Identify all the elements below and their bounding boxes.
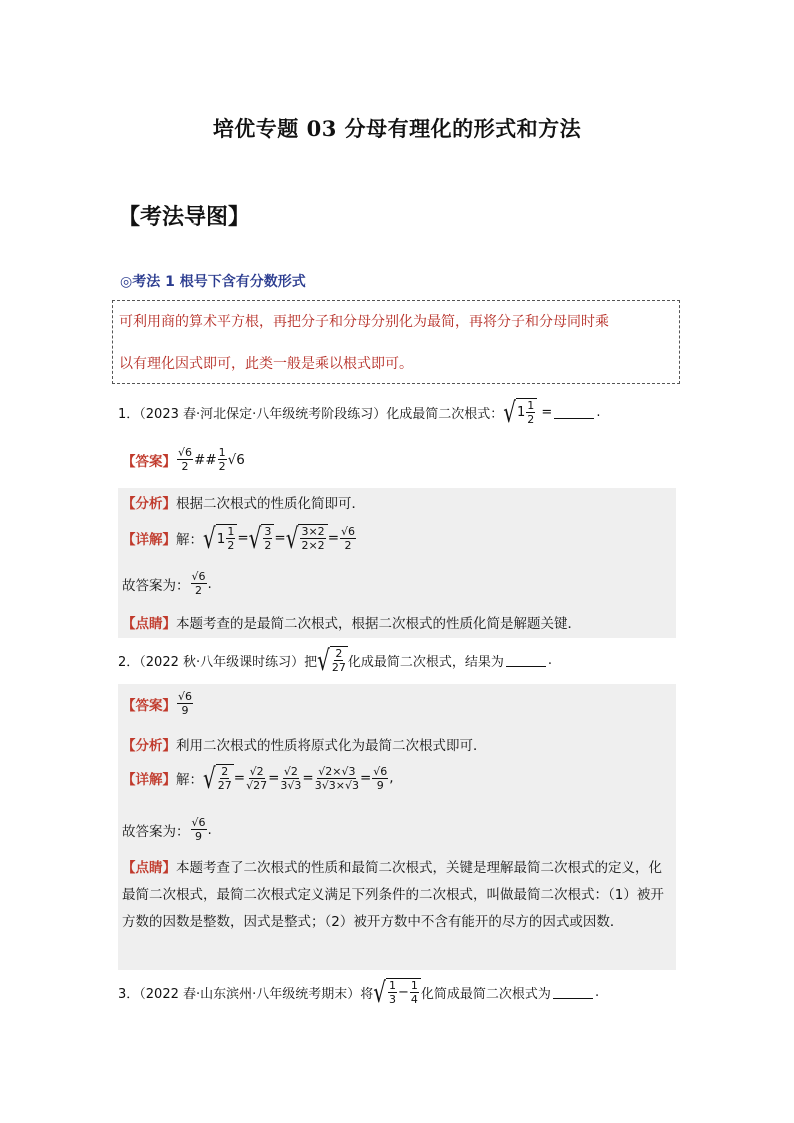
detail-prefix: 解： bbox=[176, 532, 203, 548]
therefore-text: 故答案为： bbox=[122, 823, 190, 840]
q2-detail: 【详解】 解： √ $\frac{2}{27}$ = $\frac{√2}{√27}$ = $\frac{√2}{3√3}$ = $\frac{√2\times√3}{3√3\times√3}$ = $\frac{√6}{9}$ , bbox=[122, 761, 394, 795]
question-2-stem-b: 化成最简二次根式，结果为 bbox=[347, 654, 504, 670]
tip-line-1: 可利用商的算术平方根，再把分子和分母分别化为最简，再将分子和分母同时乘 bbox=[119, 314, 609, 330]
q1-comment bbox=[122, 612, 581, 632]
detail-prefix: 解： bbox=[176, 772, 203, 788]
question-1-stem: 1．（2023 春·河北保定·八年级统考阶段练习）化成最简二次根式： bbox=[118, 406, 504, 422]
q2-therefore: 故答案为： $\frac{√6}{9}$ . bbox=[122, 816, 212, 843]
q1-detail: 【详解】 解： √ 1 $\frac{1}{2}$ = √ $\frac{3}{2}$ = √ $\frac{3\times 2}{2\times 2}$ = $\frac{√6}{2}$ bbox=[122, 521, 356, 555]
answer-tag: 【答案】 bbox=[122, 697, 176, 714]
question-3-stem-b: 化简成最简二次根式为 bbox=[420, 986, 551, 1002]
detail-tag: 【详解】 bbox=[122, 532, 176, 548]
answer-formula: $\frac{√6}{2}$ bbox=[178, 446, 193, 473]
therefore-text: 故答案为： bbox=[122, 577, 190, 594]
method-heading bbox=[120, 271, 306, 291]
question-3-stem-a: 3．（2022 春·山东滨州·八年级统考期末）将 bbox=[118, 986, 374, 1002]
question-2: 2．（2022 秋·八年级课时练习）把 √ $\frac{2}{27}$ 化成最简二次根式，结果为 . bbox=[118, 643, 553, 677]
q1-therefore: 故答案为： $\frac{√6}{2}$ . bbox=[122, 570, 212, 597]
analysis-text: 利用二次根式的性质将原式化为最简二次根式即可． bbox=[176, 738, 487, 754]
comment-tag: 【点睛】 bbox=[122, 860, 176, 876]
question-3: 3．（2022 春·山东滨州·八年级统考期末）将 √ $\frac{1}{3}$ − $\frac{1}{4}$ 化简成最简二次根式为 . bbox=[118, 975, 600, 1009]
analysis-tag: 【分析】 bbox=[122, 738, 176, 754]
section-heading: 【考法导图】 bbox=[118, 204, 251, 230]
comment-tag: 【点睛】 bbox=[122, 616, 176, 632]
question-2-stem-a: 2．（2022 秋·八年级课时练习）把 bbox=[118, 654, 318, 670]
tip-line-2: 以有理化因式即可，此类一般是乘以根式即可。 bbox=[119, 356, 413, 372]
method-tip-box bbox=[112, 300, 680, 384]
page-title: 培优专题 03 分母有理化的形式和方法 bbox=[212, 116, 582, 141]
comment-text: 本题考查了二次根式的性质和最简二次根式，关键是理解最简二次根式的定义，化最简二次根式，最简二次根式定义满足下列条件的二次根式，叫做最简二次根式：（1）被开方数的因数是整数，因式是整式；（2）被开方数中不含有能开的尽方的因式或因数． bbox=[122, 860, 664, 930]
answer-blank bbox=[553, 986, 593, 999]
analysis-tag: 【分析】 bbox=[122, 496, 176, 512]
method-label: 考法 1 根号下含有分数形式 bbox=[132, 274, 306, 290]
q2-answer: 【答案】 $\frac{√6}{9}$ bbox=[122, 690, 193, 717]
analysis-text: 根据二次根式的性质化简即可． bbox=[176, 496, 365, 512]
q2-analysis bbox=[122, 734, 487, 754]
q1-analysis bbox=[122, 492, 365, 512]
detail-tag: 【详解】 bbox=[122, 772, 176, 788]
comment-text: 本题考查的是最简二次根式，根据二次根式的性质化简是解题关键． bbox=[176, 616, 581, 632]
answer-tag: 【答案】 bbox=[122, 453, 176, 470]
bullet-icon: ◎ bbox=[120, 274, 133, 290]
q2-comment bbox=[122, 855, 670, 936]
q1-radical: √ 1 $\frac{1}{2}$ bbox=[503, 398, 537, 426]
answer-blank bbox=[506, 654, 546, 667]
answer-separator: ## bbox=[194, 451, 217, 468]
q1-answer: 【答案】 $\frac{√6}{2}$ ## $\frac{1}{2}$ √6 bbox=[122, 446, 245, 473]
answer-blank bbox=[554, 406, 594, 419]
question-1: 1．（2023 春·河北保定·八年级统考阶段练习）化成最简二次根式： √ 1 $\frac{1}{2}$ = . bbox=[118, 395, 601, 429]
